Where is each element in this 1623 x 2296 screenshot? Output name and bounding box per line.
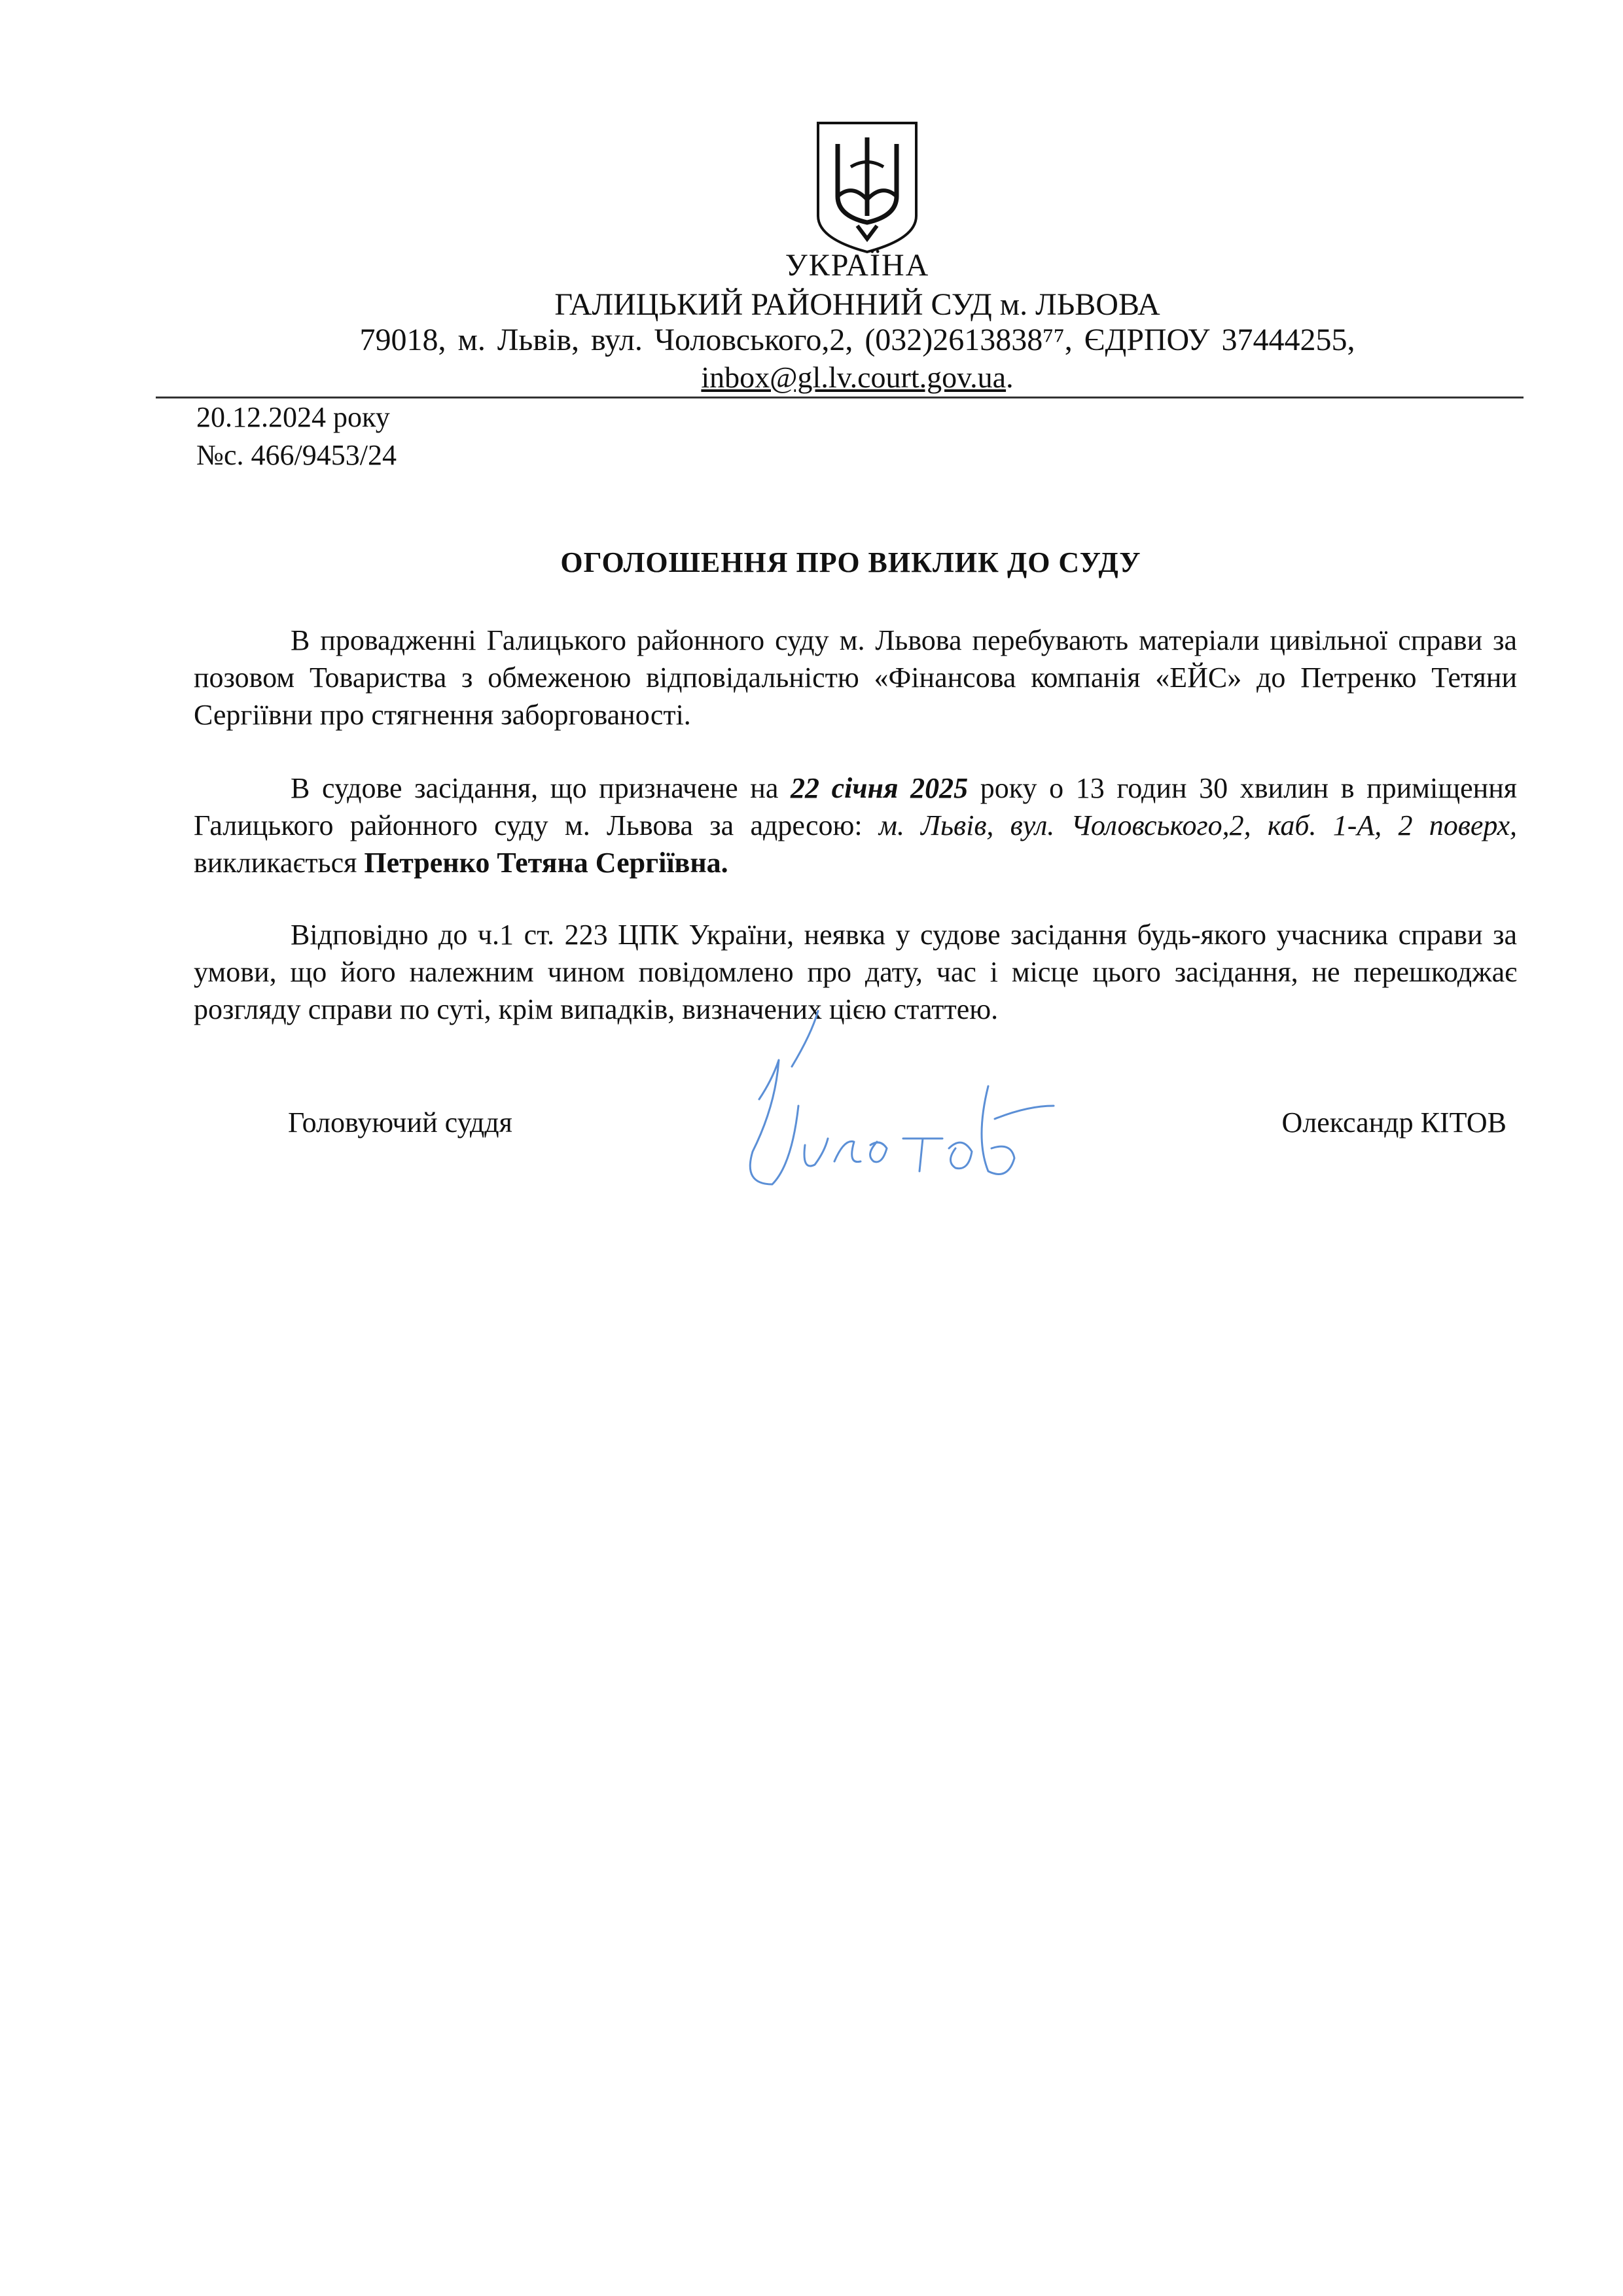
hearing-text-2: року о 13 годин 30 хвилин в приміщення Галицького районного суду м. Львова за адресою: [194,772,1517,841]
judge-name: Олександр КІТОВ [1281,1106,1507,1139]
paragraph-proceedings: В провадженні Галицького районного суду м. Львова перебувають матеріали цивільної справи за позовом Товариства з обмеженою відповідальністю «Фінансова компанія «ЕЙС» до Петренко Тетяни Сергіївни про стягнення заборгованості. [194,624,1517,731]
court-name-heading: ГАЛИЦЬКИЙ РАЙОННИЙ СУД м. ЛЬВОВА [554,287,1160,322]
header-divider [156,397,1524,398]
court-address-line: 79018, м. Львів, вул. Чоловського,2, (032)2613838⁷⁷, ЄДРПОУ 37444255, [359,323,1355,357]
paragraph-hearing [194,769,1517,881]
court-email-link[interactable]: inbox@gl.lv.court.gov.ua [701,361,1007,394]
email-suffix: . [1006,361,1014,394]
court-email-line [46,360,1623,395]
country-heading: УКРАЇНА [785,248,930,283]
hearing-text-1: В судове засідання, що призначене на [291,772,791,804]
case-number: №с. 466/9453/24 [196,439,397,471]
judge-role: Головуючий суддя [288,1106,512,1139]
document-title: ОГОЛОШЕННЯ ПРО ВИКЛИК ДО СУДУ [560,546,1141,578]
trident-emblem-icon [812,118,923,255]
summoned-person-name: Петренко Тетяна Сергіївна. [364,847,728,879]
hearing-date: 22 січня 2025 [791,772,969,804]
document-date: 20.12.2024 року [196,401,390,433]
hearing-address: м. Львів, вул. Чоловського,2, каб. 1-А, 2 поверх, [878,809,1517,841]
handwritten-signature [713,1008,1067,1217]
hearing-text-3: викликається [194,847,365,879]
paragraph-legal-notice: Відповідно до ч.1 ст. 223 ЦПК України, неявка у судове засідання будь-якого учасника справи за умови, що його належним чином повідомлено про дату, час і місце цього засідання, не перешкоджає розгляду справи по суті, крім випадків, визначених цією статтею. [194,919,1517,1025]
